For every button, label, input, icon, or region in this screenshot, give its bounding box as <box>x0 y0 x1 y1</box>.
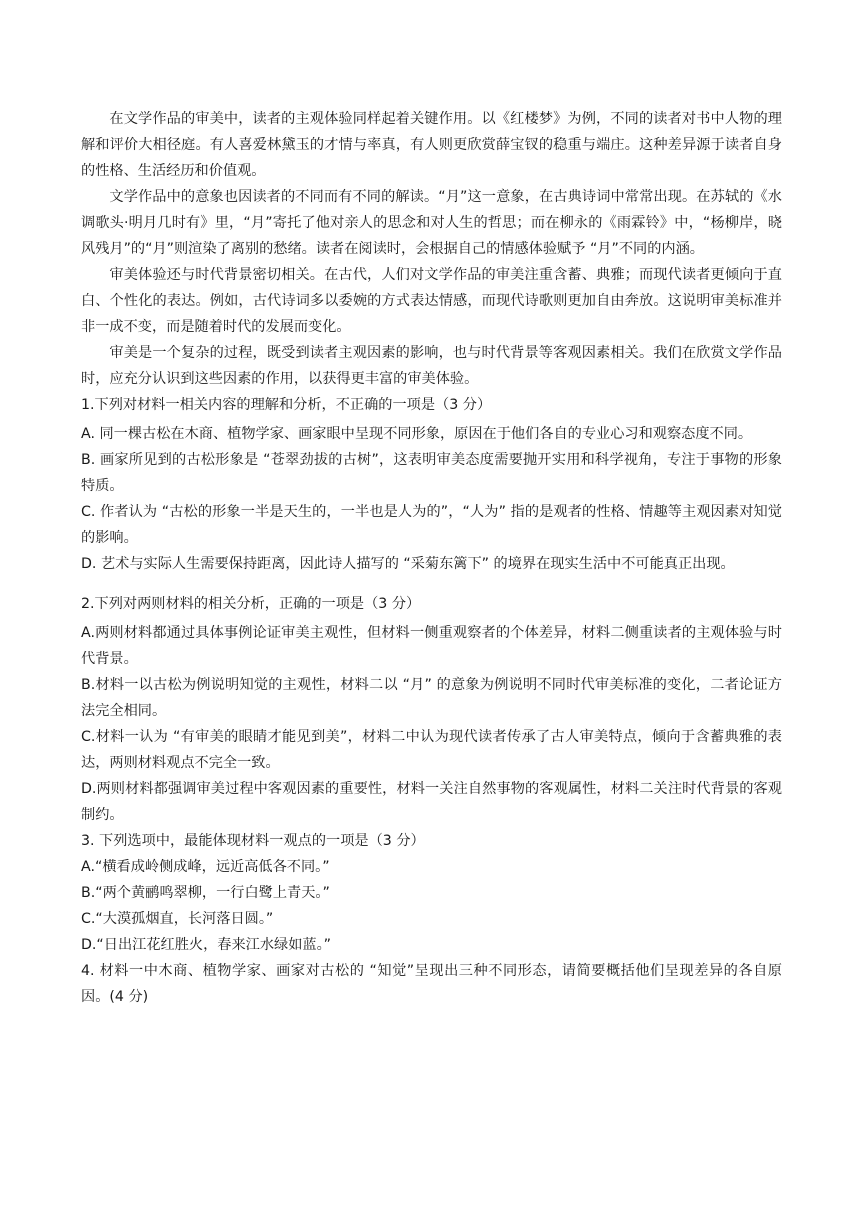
option-d: D. 艺术与实际人生需要保持距离，因此诗人描写的 “采菊东篱下” 的境界在现实生活中不可能真正出现。 <box>81 556 735 572</box>
question-4 <box>81 958 782 1010</box>
question-stem: 4. 材料一中木商、植物学家、画家对古松的 “知觉”呈现出三种不同形态，请简要概括他们呈现差异的各自原因。(4 分) <box>81 963 782 1005</box>
question-stem: 2.下列对两则材料的相关分析，正确的一项是（3 分） <box>81 596 421 612</box>
option-b: B.材料一以古松为例说明知觉的主观性，材料二以 “月” 的意象为例说明不同时代审美标准的变化，二者论证方法完全相同。 <box>81 677 782 719</box>
option-d: D.“日出江花红胜火，春来江水绿如蓝。” <box>81 937 332 953</box>
question-stem: 3. 下列选项中，最能体现材料一观点的一项是（3 分） <box>81 833 425 849</box>
passage-paragraph: 审美是一个复杂的过程，既受到读者主观因素的影响，也与时代背景等客观因素相关。我们在欣赏文学作品时，应充分认识到这些因素的作用，以获得更丰富的审美体验。 <box>81 345 782 387</box>
passage-paragraph: 在文学作品的审美中，读者的主观体验同样起着关键作用。以《红楼梦》为例，不同的读者对书中人物的理解和评价大相径庭。有人喜爱林黛玉的才情与率真，有人则更欣赏薛宝钗的稳重与端庄。这种差异源于读者自身的性格、生活经历和价值观。 <box>81 111 782 179</box>
passage-paragraph: 审美体验还与时代背景密切相关。在古代，人们对文学作品的审美注重含蓄、典雅；而现代读者更倾向于直白、个性化的表达。例如，古代诗词多以委婉的方式表达情感，而现代诗歌则更加自由奔放。这说明审美标准并非一成不变，而是随着时代的发展而变化。 <box>81 267 782 335</box>
question-3 <box>81 828 782 958</box>
option-b: B. 画家所见到的古松形象是 “苍翠劲拔的古树”，这表明审美态度需要抛开实用和科学视角，专注于事物的形象特质。 <box>81 452 782 494</box>
question-1 <box>81 392 782 577</box>
option-b: B.“两个黄鹂鸣翠柳，一行白鹭上青天。” <box>81 885 330 901</box>
passage <box>81 106 782 392</box>
option-a: A. 同一棵古松在木商、植物学家、画家眼中呈现不同形象，原因在于他们各自的专业心习和观察态度不同。 <box>81 426 753 442</box>
question-2 <box>81 591 782 828</box>
option-c: C.“大漠孤烟直，长河落日圆。” <box>81 911 274 927</box>
option-c: C.材料一认为 “有审美的眼睛才能见到美”，材料二中认为现代读者传承了古人审美特点，倾向于含蓄典雅的表达，两则材料观点不完全一致。 <box>81 729 782 771</box>
option-d: D.两则材料都强调审美过程中客观因素的重要性，材料一关注自然事物的客观属性，材料二关注时代背景的客观制约。 <box>81 781 782 823</box>
option-a: A.“横看成岭侧成峰，远近高低各不同。” <box>81 859 330 875</box>
option-a: A.两则材料都通过具体事例论证审美主观性，但材料一侧重观察者的个体差异，材料二侧重读者的主观体验与时代背景。 <box>81 625 782 667</box>
option-c: C. 作者认为 “古松的形象一半是天生的，一半也是人为的”，“人为” 指的是观者的性格、情趣等主观因素对知觉的影响。 <box>81 504 782 546</box>
question-stem: 1.下列对材料一相关内容的理解和分析，不正确的一项是（3 分） <box>81 397 492 413</box>
passage-paragraph: 文学作品中的意象也因读者的不同而有不同的解读。“月”这一意象，在古典诗词中常常出现。在苏轼的《水调歌头·明月几时有》里，“月”寄托了他对亲人的思念和对人生的哲思；而在柳永的《雨霖铃》中，“杨柳岸，晓风残月”的“月”则渲染了离别的愁绪。读者在阅读时，会根据自己的情感体验赋予 “月”不同的内涵。 <box>81 189 782 257</box>
